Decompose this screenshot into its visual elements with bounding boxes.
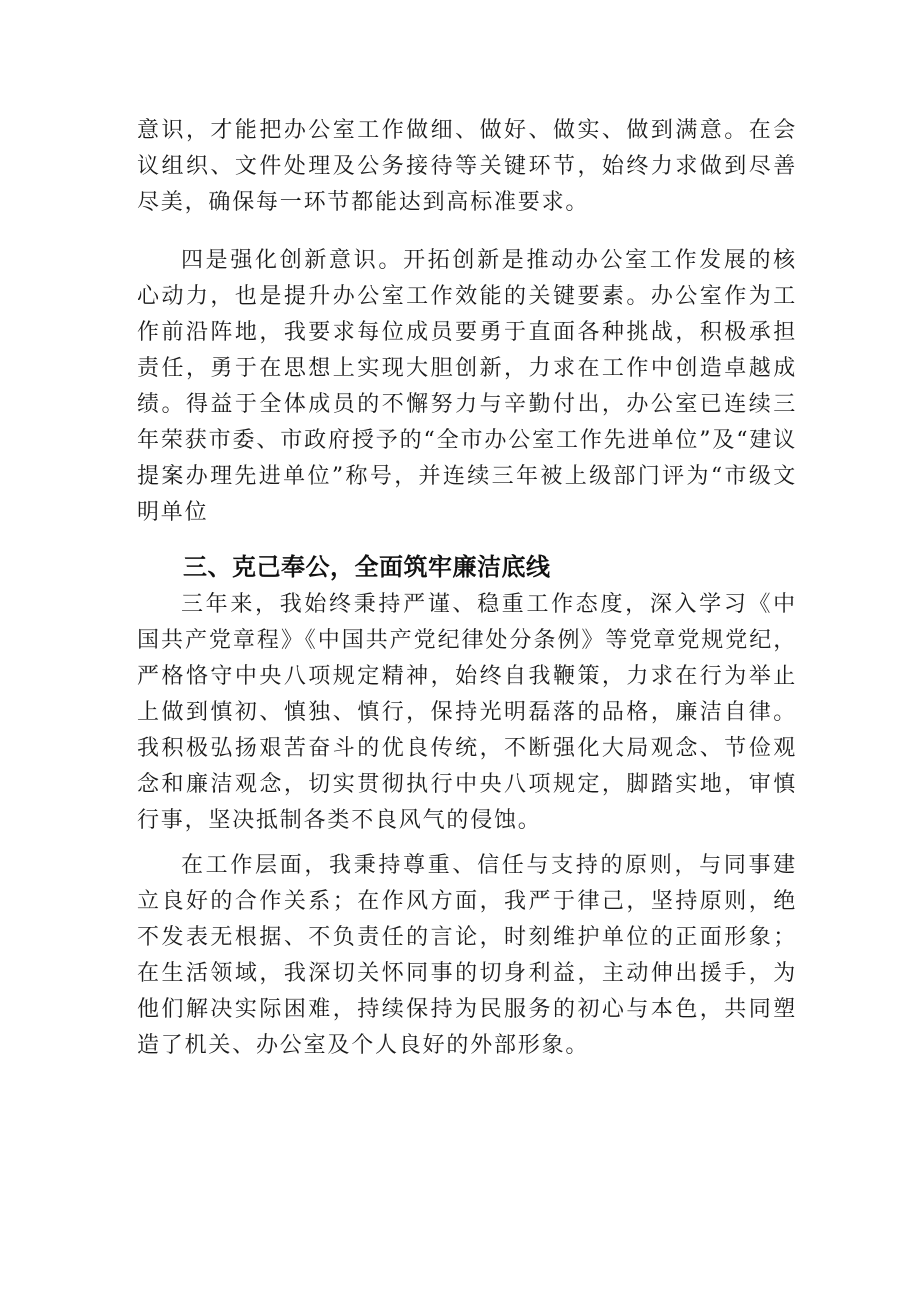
paragraph-continuation: 意识，才能把办公室工作做细、做好、做实、做到满意。在会议组织、文件处理及公务接待等关键环节，始终力求做到尽善尽美，确保每一环节都能达到高标准要求。	[137, 118, 797, 215]
paragraph-work-conduct: 在工作层面，我秉持尊重、信任与支持的原则，与同事建立良好的合作关系；在作风方面，我严于律己，坚持原则，绝不发表无根据、不负责任的言论，时刻维护单位的正面形象；在生活领域，我深切关怀同事的切身利益，主动伸出援手，为他们解决实际困难，持续保持为民服务的初心与本色，共同塑造了机关、办公室及个人良好的外部形象。	[137, 853, 797, 1058]
paragraph-innovation: 四是强化创新意识。开拓创新是推动办公室工作发展的核心动力，也是提升办公室工作效能的关键要素。办公室作为工作前沿阵地，我要求每位成员要勇于直面各种挑战，积极承担责任，勇于在思想上实现大胆创新，力求在工作中创造卓越成绩。得益于全体成员的不懈努力与辛勤付出，办公室已连续三年荣获市委、市政府授予的“全市办公室工作先进单位”及“建议提案办理先进单位”称号，并连续三年被上级部门评为“市级文明单位	[137, 248, 797, 525]
section-heading: 三、克己奉公，全面筑牢廉洁底线	[183, 553, 551, 581]
paragraph-integrity: 三年来，我始终秉持严谨、稳重工作态度，深入学习《中国共产党章程》《中国共产党纪律处分条例》等党章党规党纪，严格恪守中央八项规定精神，始终自我鞭策，力求在行为举止上做到慎初、慎独、慎行，保持光明磊落的品格，廉洁自律。我积极弘扬艰苦奋斗的优良传统，不断强化大局观念、节俭观念和廉洁观念，切实贯彻执行中央八项规定，脚踏实地，审慎行事，坚决抵制各类不良风气的侵蚀。	[137, 592, 797, 833]
